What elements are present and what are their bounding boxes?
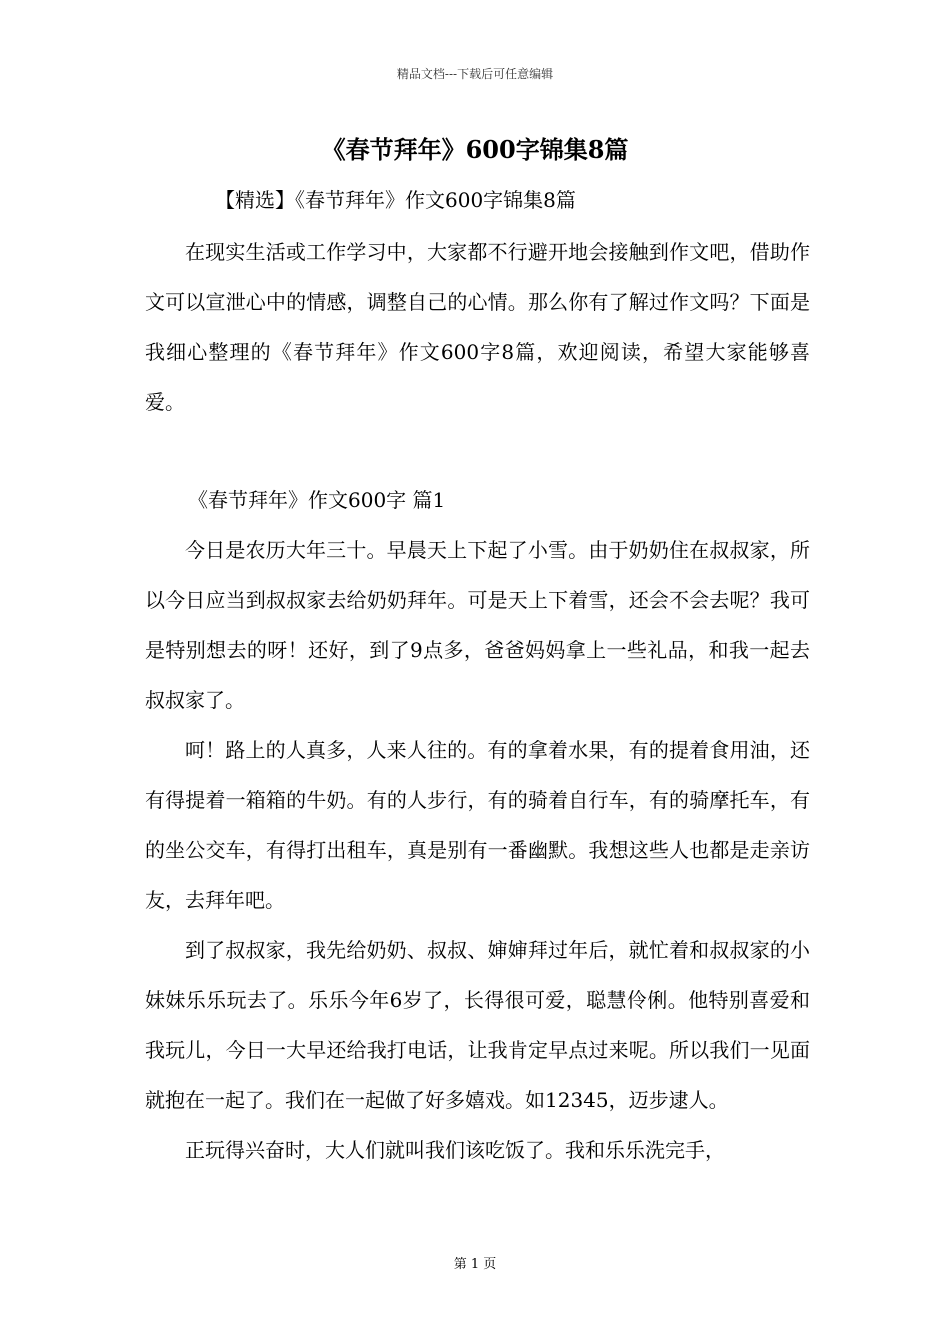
essay-paragraph-3: 到了叔叔家，我先给奶奶、叔叔、婶婶拜过年后，就忙着和叔叔家的小妹妹乐乐玩去了。乐乐今年6岁了，长得很可爱，聪慧伶俐。他特别喜爱和我玩儿，今日一大早还给我打电话，让我肯定早点过来呢。所以我们一见面就抱在一起了。我们在一起做了好多嬉戏。如12345，迈步逮人。 bbox=[145, 938, 810, 1112]
page-number: 第 1 页 bbox=[453, 1257, 497, 1272]
document-subtitle: 【精选】《春节拜年》作文600字锦集8篇 bbox=[215, 188, 576, 212]
page-header: 精品文档---下载后可任意编辑 bbox=[396, 67, 554, 81]
essay-paragraph-1: 今日是农历大年三十。早晨天上下起了小雪。由于奶奶住在叔叔家，所以今日应当到叔叔家去给奶奶拜年。可是天上下着雪，还会不会去呢？我可是特别想去的呀！还好，到了9点多，爸爸妈妈拿上一些礼品，和我一起去叔叔家了。 bbox=[145, 538, 810, 712]
section-heading: 《春节拜年》作文600字 篇1 bbox=[188, 488, 446, 512]
intro-section bbox=[145, 227, 810, 427]
essay-body bbox=[145, 525, 810, 1175]
essay-paragraph-2: 呵！路上的人真多，人来人往的。有的拿着水果，有的提着食用油，还有得提着一箱箱的牛奶。有的人步行，有的骑着自行车，有的骑摩托车，有的坐公交车，有得打出租车，真是别有一番幽默。我想这些人也都是走亲访友，去拜年吧。 bbox=[145, 738, 810, 912]
essay-paragraph-4: 正玩得兴奋时，大人们就叫我们该吃饭了。我和乐乐洗完手， bbox=[185, 1138, 725, 1162]
document-title: 《春节拜年》600字锦集8篇 bbox=[321, 135, 629, 164]
intro-paragraph: 在现实生活或工作学习中，大家都不行避开地会接触到作文吧，借助作文可以宣泄心中的情感，调整自己的心情。那么你有了解过作文吗？下面是我细心整理的《春节拜年》作文600字8篇，欢迎阅读，希望大家能够喜爱。 bbox=[145, 240, 810, 414]
